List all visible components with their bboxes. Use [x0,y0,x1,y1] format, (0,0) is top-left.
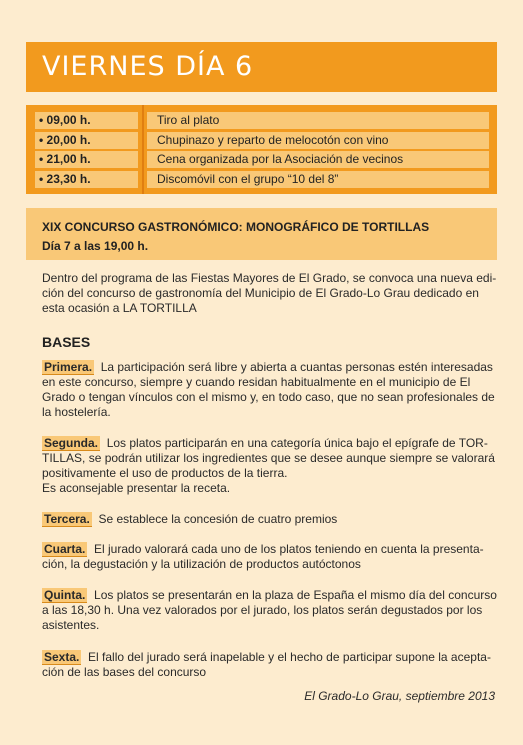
base-text: Los platos participarán en una categoría única bajo el epígrafe de TOR- [106,436,488,450]
base-text: El jurado valorará cada uno de los platos teniendo en cuenta la presenta- [94,542,484,556]
base-first-line [42,542,484,557]
page-title: VIERNES DÍA 6 [42,51,254,82]
contest-title: XIX CONCURSO GASTRONÓMICO: MONOGRÁFICO DE TORTILLAS [42,220,430,234]
base-line: ción, la degustación y la utilización de productos autóctonos [42,557,361,571]
base-text: Los platos se presentarán en la plaza de España el mismo día del concurso [94,588,497,602]
schedule-row [26,132,497,151]
base-label: Cuarta. [44,542,86,556]
base-first-line [42,588,497,603]
base-line: la hostelería. [42,405,111,419]
base-line: Es aconsejable presentar la receta. [42,481,231,495]
schedule-activity: Chupinazo y reparto de melocotón con vino [147,132,489,149]
schedule-activity: Tiro al plato [147,112,489,129]
contest-date: Día 7 a las 19,00 h. [42,239,149,253]
signature: El Grado-Lo Grau, septiembre 2013 [304,689,495,703]
bases-heading: BASES [42,334,91,350]
base-first-line [42,650,491,665]
schedule-row [26,151,497,170]
intro-line: esta ocasión a LA TORTILLA [42,301,197,315]
base-label: Sexta. [44,650,80,664]
base-label: Quinta. [44,588,86,602]
schedule-activity: Discomóvil con el grupo “10 del 8” [147,171,489,188]
base-line: positivamente el uso de productos de la tierra. [42,466,288,480]
intro-line: Dentro del programa de las Fiestas Mayores de El Grado, se convoca una nueva edi- [42,271,497,285]
base-line: en este concurso, siempre y cuando residan habitualmente en el municipio de El [42,375,471,389]
schedule-activity: Cena organizada por la Asociación de vecinos [147,151,489,168]
schedule-time: • 21,00 h. [35,151,138,168]
base-text: El fallo del jurado será inapelable y el hecho de participar supone la acepta- [88,650,491,664]
schedule-row [26,171,497,190]
base-line: TILLAS, se podrán utilizar los ingredientes que se desee aunque siempre se valorará [42,451,495,465]
base-line: a las 18,30 h. Una vez valorados por el jurado, los platos serán degustados por los [42,603,483,617]
base-line: ción de las bases del concurso [42,665,207,679]
schedule-time: • 23,30 h. [35,171,138,188]
contest-box [26,208,497,260]
base-line: asistentes. [42,618,100,632]
base-label: Segunda. [44,436,99,450]
base-first-line [42,360,493,375]
schedule-row [26,112,497,131]
intro-line: ción del concurso de gastronomía del Municipio de El Grado-Lo Grau dedicado en [42,286,479,300]
base-label: Tercera. [44,512,90,526]
base-first-line [42,436,488,451]
schedule-time: • 09,00 h. [35,112,138,129]
title-banner [26,42,497,92]
base-first-line [42,512,337,527]
base-label: Primera. [44,360,93,374]
base-text: La participación será libre y abierta a cuantas personas estén interesadas [100,360,493,374]
schedule-time: • 20,00 h. [35,132,138,149]
base-text: Se establece la concesión de cuatro premios [98,512,338,526]
schedule-table [26,105,497,194]
base-line: Grado o tengan vínculos con el mismo y, en todo caso, que no sean profesionales de [42,390,495,404]
